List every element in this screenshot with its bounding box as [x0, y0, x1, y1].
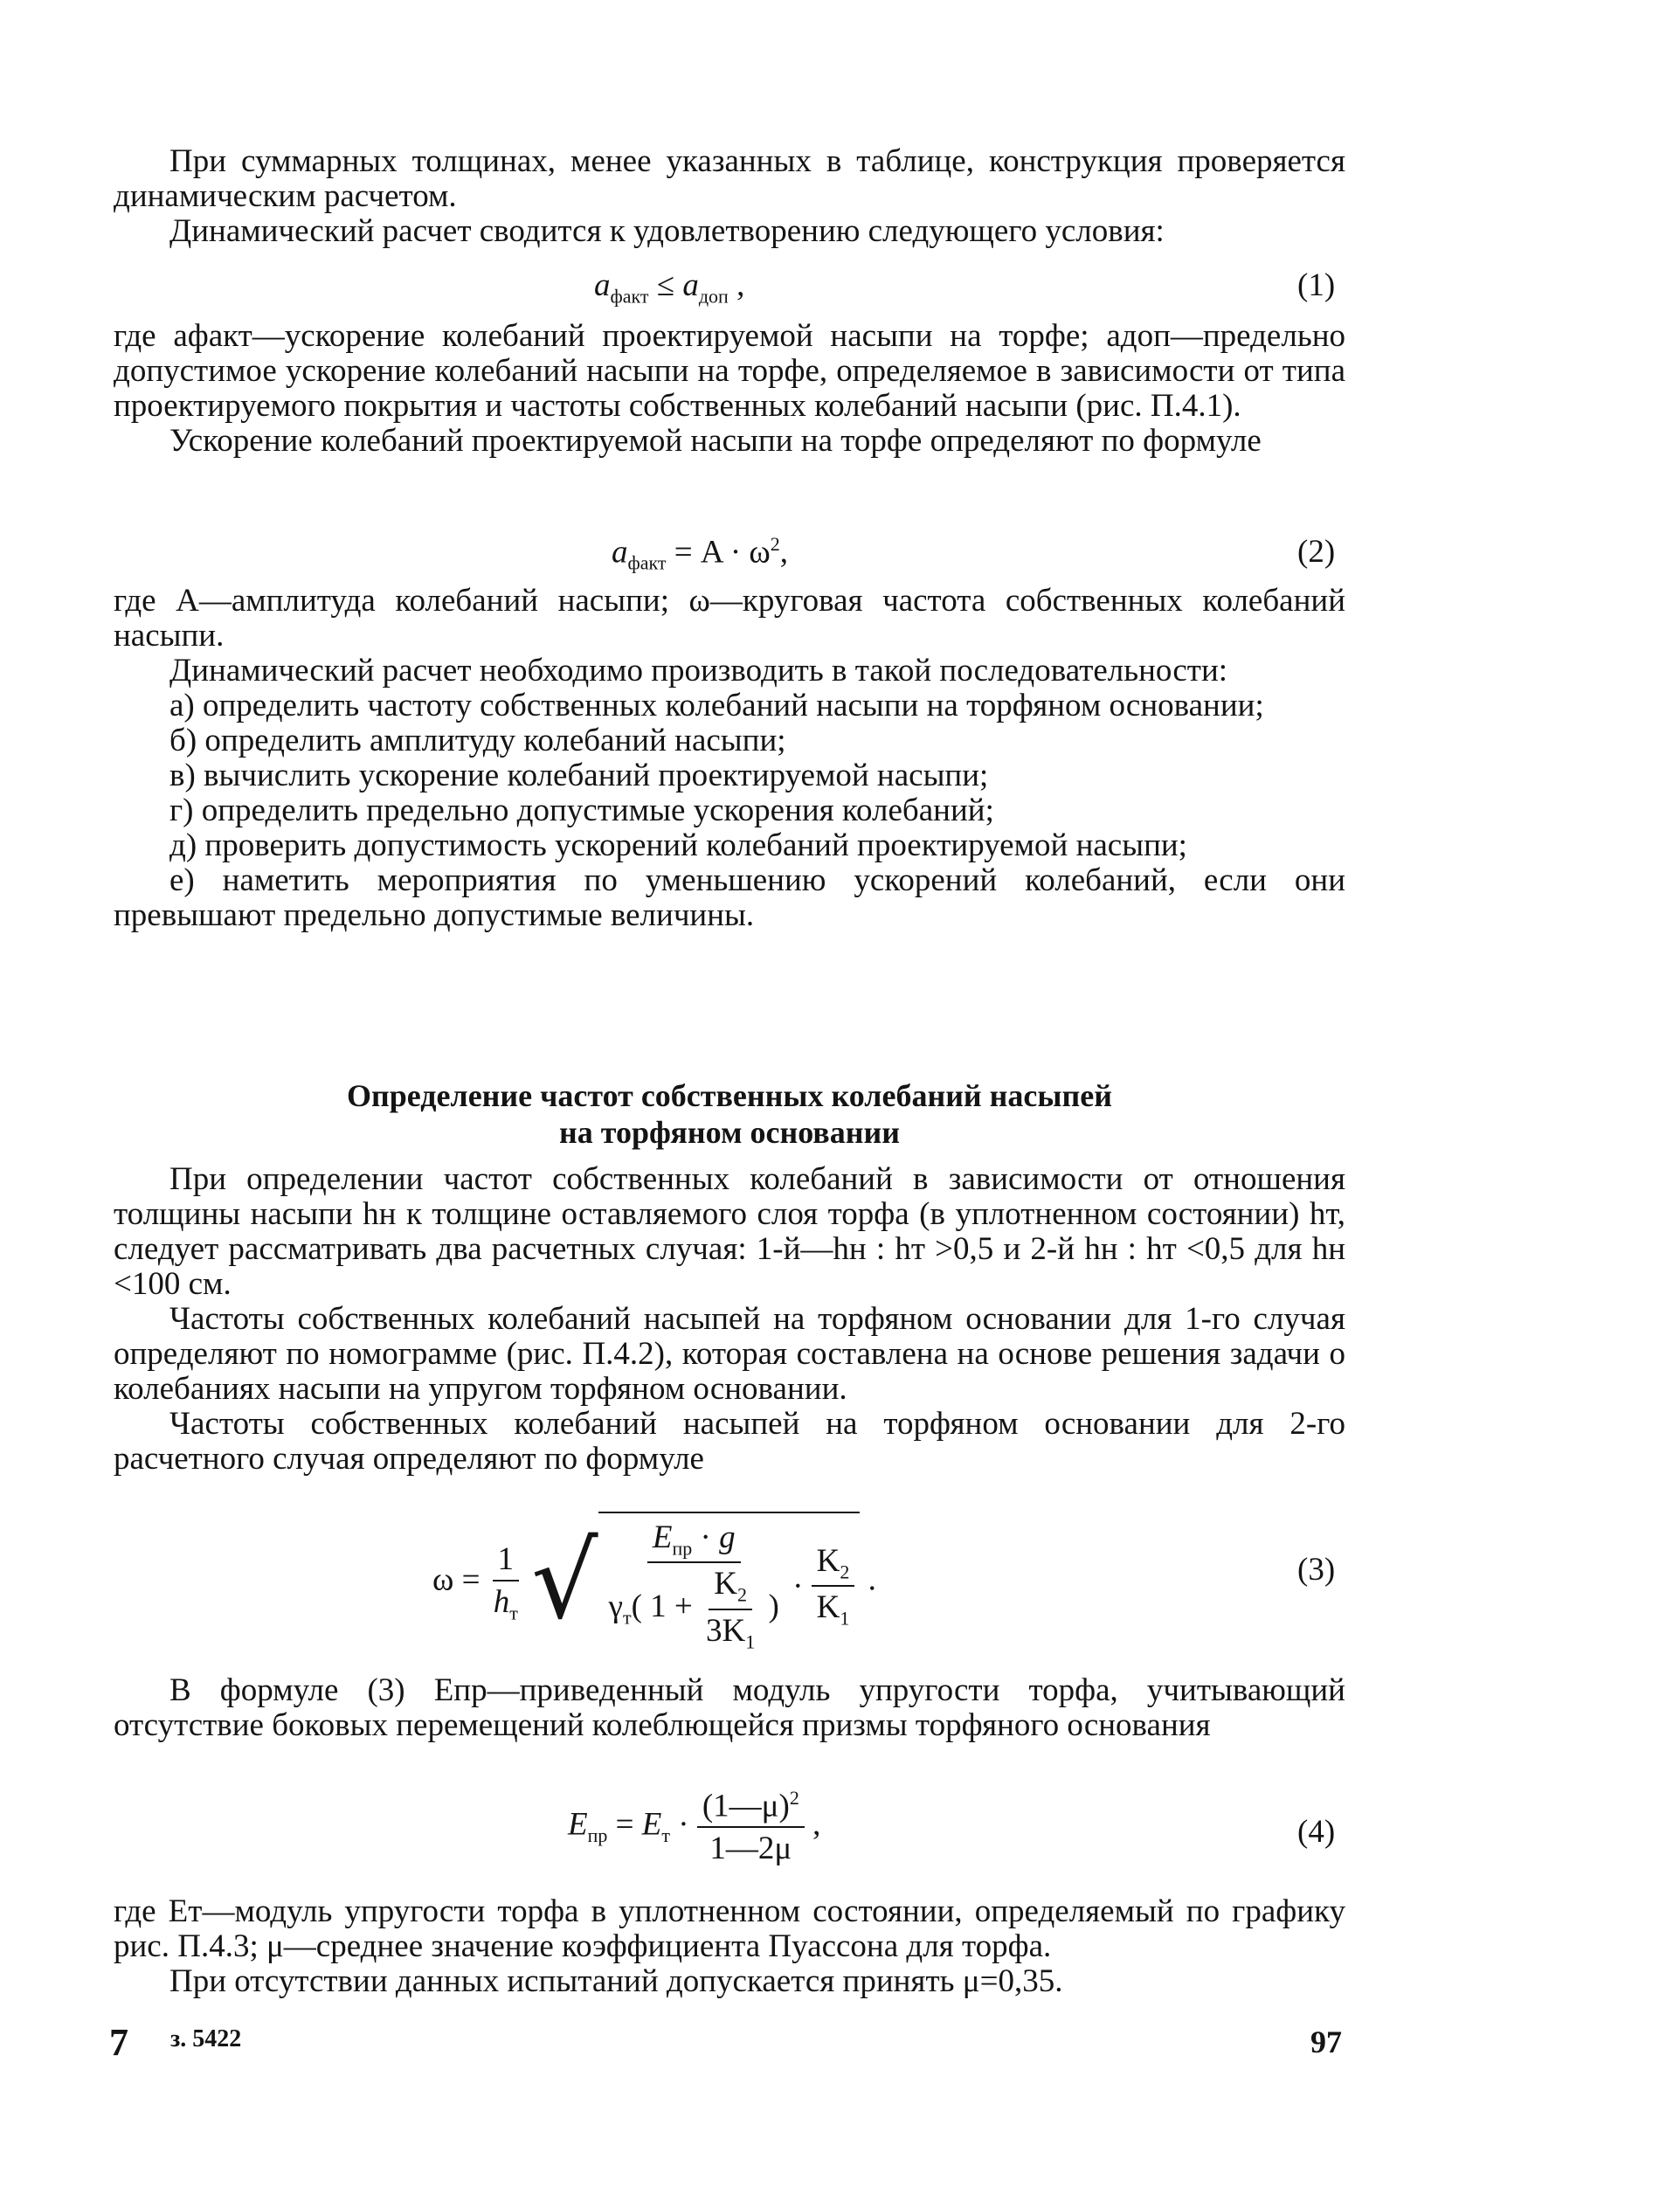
step-b: б) определить амплитуду колебаний насыпи; — [169, 723, 786, 758]
section-heading-line-2: на торфяном основании — [559, 1115, 900, 1150]
text-block-4 — [114, 1162, 1345, 1477]
footer-signature-number: 7 — [109, 2021, 128, 2064]
step-f: е) наметить мероприятия по уменьшению ускорений колебаний, если они превышают предельно допустимые величины. — [114, 862, 1345, 933]
paragraph-9: Частоты собственных колебаний насыпей на торфяном основании для 2-го расчетного случая определяют по формуле — [114, 1406, 1345, 1477]
text-block-2 — [114, 319, 1345, 459]
text-block-3 — [114, 584, 1345, 933]
eq3-frac-1-over-ht: $\frac{1}{h_т}$ — [493, 1540, 518, 1624]
paragraph-7: При определении частот собственных колебаний в зависимости от отношения толщины насыпи hн к толщине оставляемого слоя торфа (в уплотненном состоянии) hт, следует рассматривать два расчетных случая: 1-й—hн : hт >0,5 и 2-й hн : hт <0,5 для hн <100 см. — [114, 1161, 1345, 1302]
text-block-6 — [114, 1894, 1345, 1999]
equation-3-number: (3) — [1297, 1552, 1336, 1588]
step-a: а) определить частоту собственных колебаний насыпи на торфяном основании; — [169, 688, 1264, 723]
paragraph-6: Динамический расчет необходимо производить в такой последовательности: — [169, 653, 1228, 689]
paragraph-4: Ускорение колебаний проектируемой насыпи на торфе определяют по формуле — [169, 423, 1262, 459]
equation-4-number: (4) — [1297, 1814, 1336, 1850]
paragraph-5: где A—амплитуда колебаний насыпи; ω—круговая частота собственных колебаний насыпи. — [114, 583, 1345, 654]
paragraph-3: где aфакт—ускорение колебаний проектируемой насыпи на торфе; aдоп—предельно допустимое ускорение колебаний насыпи на торфе, определяемое в зависимости от типа проектируемого покрытия и частоты собственных колебаний насыпи (рис. П.4.1). — [114, 318, 1345, 424]
step-e: д) проверить допустимость ускорений колебаний проектируемой насыпи; — [169, 827, 1187, 863]
text-block-top — [114, 144, 1345, 249]
section-heading-line-1: Определение частот собственных колебаний насыпей — [347, 1078, 1112, 1113]
paragraph-10: В формуле (3) Eпр—приведенный модуль упругости торфа, учитывающий отсутствие боковых перемещений колеблющейся призмы торфяного основания — [114, 1672, 1345, 1743]
equation-4: $E_{пр} = E_т$ · $\frac{(1—\mu)^2}{1—2\mu}$ , — [568, 1787, 821, 1867]
equation-2: $a_{факт} = A \cdot \omega^2$, — [612, 533, 789, 574]
page-number: 97 — [1310, 2024, 1342, 2059]
paragraph-1: При суммарных толщинах, менее указанных в таблице, конструкция проверяется динамическим расчетом. — [114, 143, 1345, 214]
step-d: г) определить предельно допустимые ускорения колебаний; — [169, 792, 994, 828]
eq3-sqrt: √ $E_{пр} \cdot g$ $\gamma_т$( 1 + $\frac{K_2}{3K_1}$ ) · $\frac{K_2}{K_1}$ — [531, 1512, 860, 1653]
section-heading — [114, 1077, 1345, 1151]
paragraph-8: Частоты собственных колебаний насыпей на торфяном основании для 1-го случая определяют по номограмме (рис. П.4.2), которая составлена на основе решения задачи о колебаниях насыпи на упругом торфяном основании. — [114, 1301, 1345, 1407]
equation-1: $a_{факт} \le a_{доп}$ , — [594, 267, 745, 308]
paragraph-11: где Eт—модуль упругости торфа в уплотненном состоянии, определяемый по графику рис. П.4.3; μ—среднее значение коэффициента Пуассона для торфа. — [114, 1893, 1345, 1964]
text-block-5 — [114, 1673, 1345, 1743]
step-c: в) вычислить ускорение колебаний проектируемой насыпи; — [169, 758, 989, 793]
paragraph-12: При отсутствии данных испытаний допускается принять μ=0,35. — [169, 1963, 1063, 1999]
paragraph-2: Динамический расчет сводится к удовлетворению следующего условия: — [169, 213, 1165, 249]
footer-order-number: з. 5422 — [170, 2025, 242, 2052]
equation-2-number: (2) — [1297, 534, 1336, 570]
equation-1-number: (1) — [1297, 267, 1336, 303]
equation-3: ω = $\frac{1}{h_т}$ √ $E_{пр} \cdot g$ $\gamma_т$( 1 + $\frac{K_2}{3K_1}$ ) · $\frac{K_2}{K_1}$ . — [432, 1512, 876, 1653]
